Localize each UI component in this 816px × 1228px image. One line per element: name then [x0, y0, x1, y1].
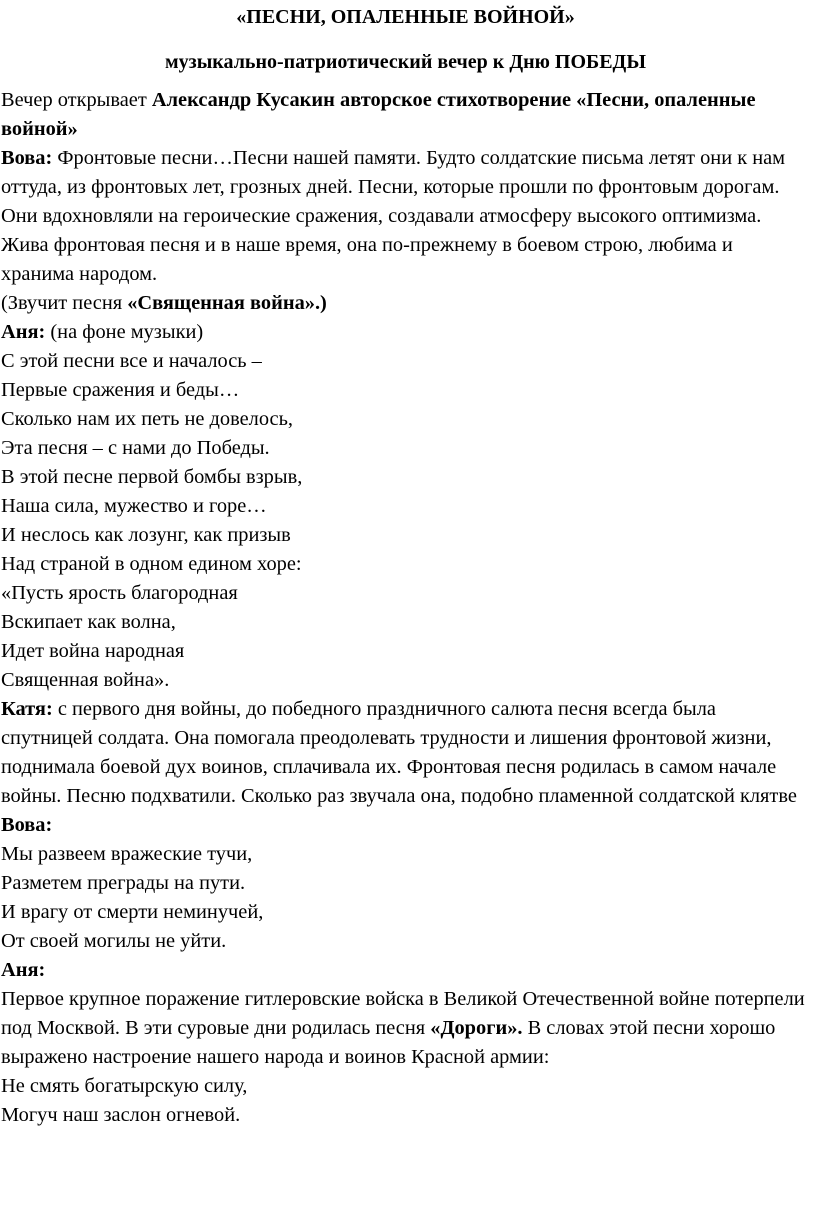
poem-line: Мы развеем вражеские тучи,	[1, 843, 253, 865]
song-note-1	[1, 289, 810, 318]
speaker-vova: Вова:	[1, 147, 53, 169]
intro-paragraph	[1, 86, 810, 144]
poem-line: Разметем преграды на пути.	[1, 872, 246, 894]
poem-line: Священная война».	[1, 669, 170, 691]
poem-line: От своей могилы не уйти.	[1, 930, 227, 952]
anya-speaker-line-1	[1, 318, 810, 347]
document-body	[1, 86, 810, 1130]
poem-line: Первые сражения и беды…	[1, 379, 240, 401]
document-title: «ПЕСНИ, ОПАЛЕННЫЕ ВОЙНОЙ»	[236, 6, 575, 28]
poem-line: Над страной в одном едином хоре:	[1, 553, 302, 575]
poem-line: Идет война народная	[1, 640, 185, 662]
anya-text-after: В словах этой песни хорошо выражено настроение нашего народа и воинов Красной армии:	[1, 1017, 776, 1068]
speaker-anya: Аня:	[1, 959, 46, 981]
song-note-lead: (Звучит песня	[1, 292, 128, 314]
vova-paragraph-1	[1, 144, 810, 289]
poem-line: И врагу от смерти неминучей,	[1, 901, 264, 923]
speaker-katya: Катя:	[1, 698, 53, 720]
song-title-1: «Священная война».)	[127, 292, 327, 314]
vova-speaker-line-2	[1, 811, 810, 840]
speaker-anya: Аня:	[1, 321, 46, 343]
poem-line: Вскипает как волна,	[1, 611, 176, 633]
vova-text-1: Фронтовые песни…Песни нашей памяти. Будто солдатские письма летят они к нам оттуда, из фронтовых лет, грозных дней. Песни, которые прошли по фронтовым дорогам. Они вдохновляли на героические сражения, создавали атмосферу высокого оптимизма. Жива фронтовая песня и в наше время, она по-прежнему в боевом строю, любима и хранима народом.	[1, 147, 786, 285]
katya-paragraph-1	[1, 695, 810, 811]
anya-paragraph-2	[1, 985, 810, 1072]
song-title-2: «Дороги».	[430, 1017, 523, 1039]
anya-stage-note: (на фоне музыки)	[45, 321, 204, 343]
poem-line: В этой песне первой бомбы взрыв,	[1, 466, 303, 488]
intro-bold: Александр Кусакин авторское стихотворение «Песни, опаленные войной»	[1, 89, 756, 140]
poem-line: «Пусть ярость благородная	[1, 582, 238, 604]
poem-line: С этой песни все и началось –	[1, 350, 262, 372]
katya-text-1: с первого дня войны, до победного праздничного салюта песня всегда была спутницей солдата. Она помогала преодолевать трудности и лишения фронтовой жизни, поднимала боевой дух воинов, сплачивала их. Фронтовая песня родилась в самом начале войны. Песню подхватили. Сколько раз звучала она, подобно пламенной солдатской клятве	[1, 698, 797, 807]
document-subtitle: музыкально-патриотический вечер к Дню ПОБЕДЫ	[165, 51, 646, 73]
anya-text-before: Первое крупное поражение гитлеровские войска в Великой Отечественной войне потерпели под Москвой. В эти суровые дни родилась песня	[1, 988, 805, 1039]
poem-line: Эта песня – с нами до Победы.	[1, 437, 270, 459]
poem-line: Могуч наш заслон огневой.	[1, 1104, 241, 1126]
intro-lead: Вечер открывает	[1, 89, 152, 111]
poem-line: Сколько нам их петь не довелось,	[1, 408, 293, 430]
poem-line: Наша сила, мужество и горе…	[1, 495, 267, 517]
poem-line: Не смять богатырскую силу,	[1, 1075, 248, 1097]
poem-line: И неслось как лозунг, как призыв	[1, 524, 291, 546]
anya-speaker-line-2	[1, 956, 810, 985]
speaker-vova: Вова:	[1, 814, 53, 836]
